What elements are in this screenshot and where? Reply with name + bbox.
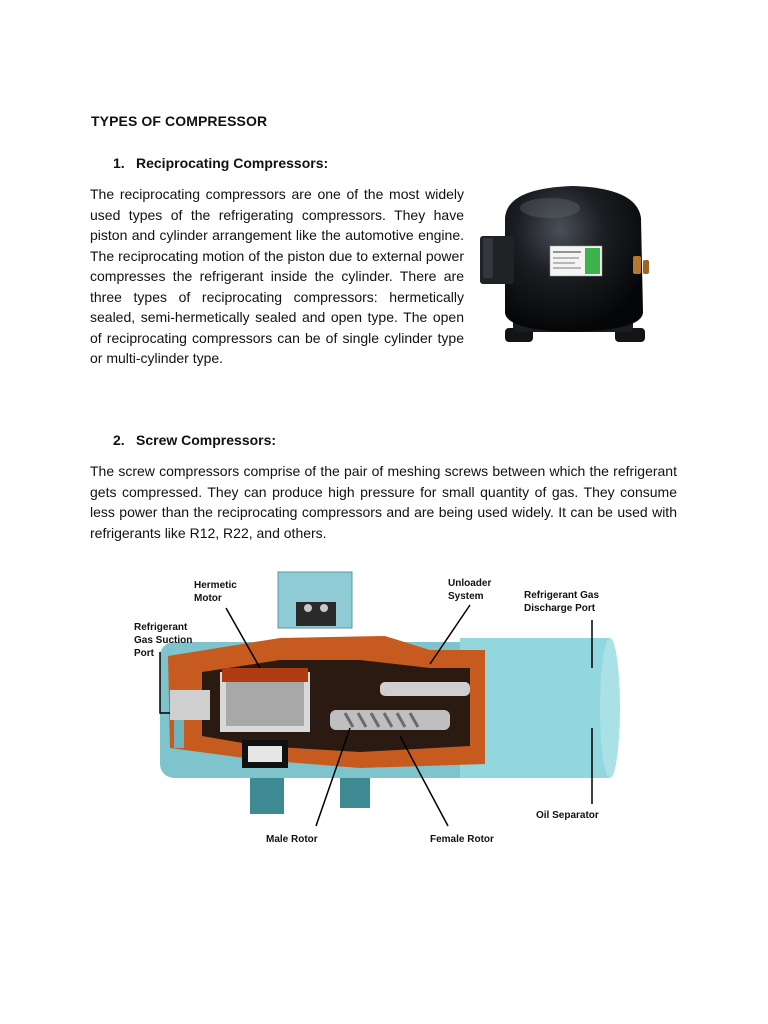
section-heading-screw (113, 432, 276, 448)
label-unloader-system: Unloader System (448, 578, 492, 602)
label-discharge-port: Refrigerant Gas Discharge Port (524, 590, 600, 614)
section-heading-text: Reciprocating Compressors: (136, 155, 329, 171)
label-female-rotor: Female Rotor (430, 834, 494, 845)
label-oil-separator: Oil Separator (536, 810, 599, 821)
section-heading-text: Screw Compressors: (136, 432, 277, 448)
section-number: 1. (113, 155, 125, 171)
reciprocating-paragraph: The reciprocating compressors are one of the most widely used types of the refrigerating compressors. They have piston and cylinder arrangement like the automotive engine. The reciprocating motion of the piston due to external power compresses the refrigerant inside the cylinder. There are three types of reciprocating compressors: hermetically sealed, semi-hermetically sealed and open type. The open of reciprocating compressors can be of single cylinder type or multi-cylinder type. (90, 186, 464, 366)
label-suction-port: Refrigerant Gas Suction Port (134, 622, 193, 659)
screw-paragraph: The screw compressors comprise of the pair of meshing screws between which the refrigerant gets compressed. They can produce high pressure for small quantity of gas. They consume less power than the reciprocating compressors and are being used widely. It can be used with refrigerants like R12, R22, and others. (90, 463, 677, 541)
page-title: TYPES OF COMPRESSOR (91, 113, 268, 129)
section-number: 2. (113, 432, 125, 448)
reciprocating-compressor-photo (475, 178, 655, 358)
section-heading-reciprocating (113, 155, 328, 171)
label-male-rotor: Male Rotor (266, 834, 318, 845)
label-hermetic-motor: Hermetic Motor (194, 580, 237, 604)
screw-compressor-diagram (130, 568, 620, 850)
